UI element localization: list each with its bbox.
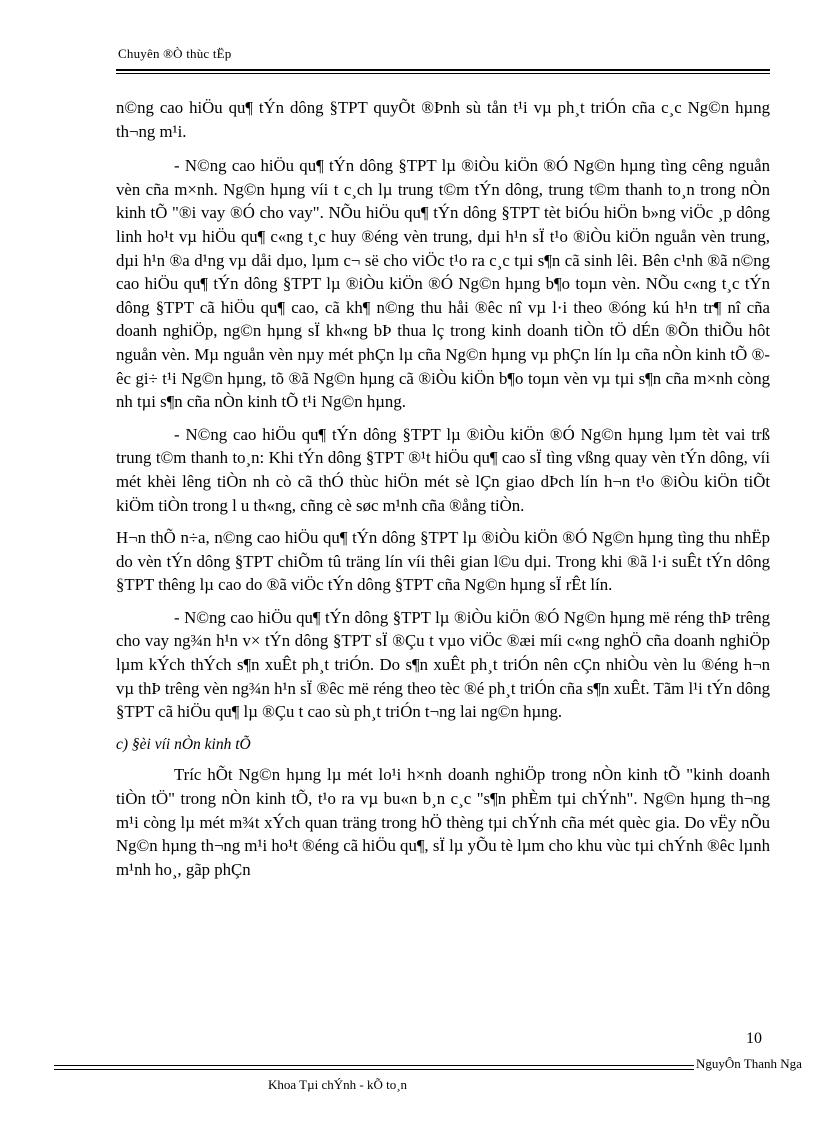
- paragraph-economy: Tríc hÕt Ng©n hµng lµ mét lo¹i h×nh doanh nghiÖp trong nÒn kinh tÕ "kinh doanh tiÒn tÖ" trong nÒn kinh tÕ, t¹o ra vµ bu«n b¸n c¸c "s¶n phÈm tµi chÝnh". Ng©n hµng th¬ng m¹i còng lµ mét m¾t xÝch quan träng trong hÖ thèng tµi chÝnh cña mét quèc gia. Do vËy nÕu Ng©n hµng th¬ng m¹i ho¹t ®éng cã hiÖu qu¶, sÏ lµ yÕu tè lµm cho khu vùc tµi chÝnh ®êc lµnh m¹nh ho¸, gãp phÇn: [116, 765, 770, 879]
- footer-author: NguyÔn Thanh Nga: [696, 1056, 802, 1071]
- footer-rule-1: [54, 1065, 694, 1066]
- document-body: [116, 96, 770, 890]
- paragraph-payment-center: - N©ng cao hiÖu qu¶ tÝn dông §TPT lµ ®iÒu kiÖn ®Ó Ng©n hµng lµm tèt vai trß trung t©m thanh to¸n: Khi tÝn dông §TPT ®¹t hiÖu qu¶ cao sÏ tìng vßng quay vèn tÝn dông, víi mét khèi lêng tiÒn nh cò cã thÓ thùc hiÖn mét sè lÇn giao dÞch lín h¬n t¹o ®iÒu kiÖn tiÕt kiÖm tiÒn trong l u th«ng, cñng cè søc m¹nh cña ®ång tiÒn.: [116, 424, 770, 515]
- footer-department: Khoa Tµi chÝnh - kÕ to¸n: [268, 1077, 408, 1092]
- header-title: Chuyên ®Ò thùc tËp: [118, 46, 232, 61]
- footer-rule-2: [54, 1069, 694, 1070]
- section-subheading: c) §èi víi nÒn kinh tÕ: [116, 735, 251, 753]
- paragraph-market: - N©ng cao hiÖu qu¶ tÝn dông §TPT lµ ®iÒu kiÖn ®Ó Ng©n hµng më réng thÞ trêng cho vay ng¾n h¹n v× tÝn dông §TPT sÏ ®Çu t vµo viÖc ®æi míi c«ng nghÖ cña doanh nghiÖp lµm kÝch thÝch s¶n xuÊt ph¸t triÓn. Do s¶n xuÊt ph¸t triÓn nên cÇn nhiÒu vèn lu ®éng h¬n vµ thÞ trêng vèn ng¾n h¹n sÏ ®êc më réng theo tèc ®é ph¸t triÓn cña s¶n xuÊt. Tãm l¹i tÝn dông §TPT cã hiÖu qu¶ lµ ®Çu t cao sù ph¸t triÓn t¬ng lai ng©n hµng.: [116, 607, 770, 722]
- paragraph-continuation: n©ng cao hiÖu qu¶ tÝn dông §TPT quyÕt ®Þnh sù tån t¹i vµ ph¸t triÓn cña c¸c Ng©n hµng th¬ng m¹i.: [116, 98, 770, 141]
- paragraph-income: H¬n thÕ n÷a, n©ng cao hiÖu qu¶ tÝn dông §TPT lµ ®iÒu kiÖn ®Ó Ng©n hµng tìng thu nhËp do vèn tÝn dông §TPT chiÕm tû träng lín víi thêi gian l©u dµi. Trong khi ®ã l·i suÊt tÝn dông §TPT thêng lµ cao do ®ã viÖc tÝn dông §TPT cña Ng©n hµng sÏ rÊt lín.: [116, 528, 770, 595]
- page-number: 10: [746, 1030, 762, 1047]
- header-rule-thick: [116, 69, 770, 71]
- paragraph-capital: - N©ng cao hiÖu qu¶ tÝn dông §TPT lµ ®iÒu kiÖn ®Ó Ng©n hµng tìng cêng nguån vèn cña m×nh. Ng©n hµng víi t c¸ch lµ trung t©m tÝn dông, trung t©m thanh to¸n trong nÒn kinh tÕ "®i vay ®Ó cho vay". NÕu hiÖu qu¶ tÝn dông §TPT tèt biÓu hiÖn b»ng viÖc ¸p dông linh ho¹t vµ hiÖu qu¶ c«ng t¸c huy ®éng vèn trung, dµi h¹n sÏ t¹o ®iÒu kiÖn nguån vèn trung, dµi h¹n ®a d¹ng vµ dåi dµo, lµm c¬ së cho viÖc t¹o ra c¸c tµi s¶n cã sinh lêi. Bên c¹nh ®ã n©ng cao hiÖu qu¶ tÝn dông §TPT lµ ®iÒu kiÖn ®Ó Ng©n hµng b¶o toµn vèn. NÕu c«ng t¸c tÝn dông §TPT cã hiÖu qu¶ cao, cã kh¶ n©ng thu håi ®êc nî vµ l·i theo ®óng kú h¹n tr¶ nî cña doanh nghiÖp, ng©n hµng sÏ kh«ng bÞ thua lç trong kinh doanh tiÒn tÖ dÉn ®Õn thiÕu hôt nguån vèn. Mµ nguån vèn nµy mét phÇn lµ cña Ng©n hµng vµ phÇn lín lµ cña nÒn kinh tÕ ®êc gi÷ t¹i Ng©n hµng, tõ ®ã Ng©n hµng cã ®iÒu kiÖn b¶o toµn vèn vµ tµi s¶n cña m×nh còng nh tµi s¶n cña nÒn kinh tÕ t¹i Ng©n hµng.: [116, 156, 770, 412]
- header-rule-thin: [116, 73, 770, 74]
